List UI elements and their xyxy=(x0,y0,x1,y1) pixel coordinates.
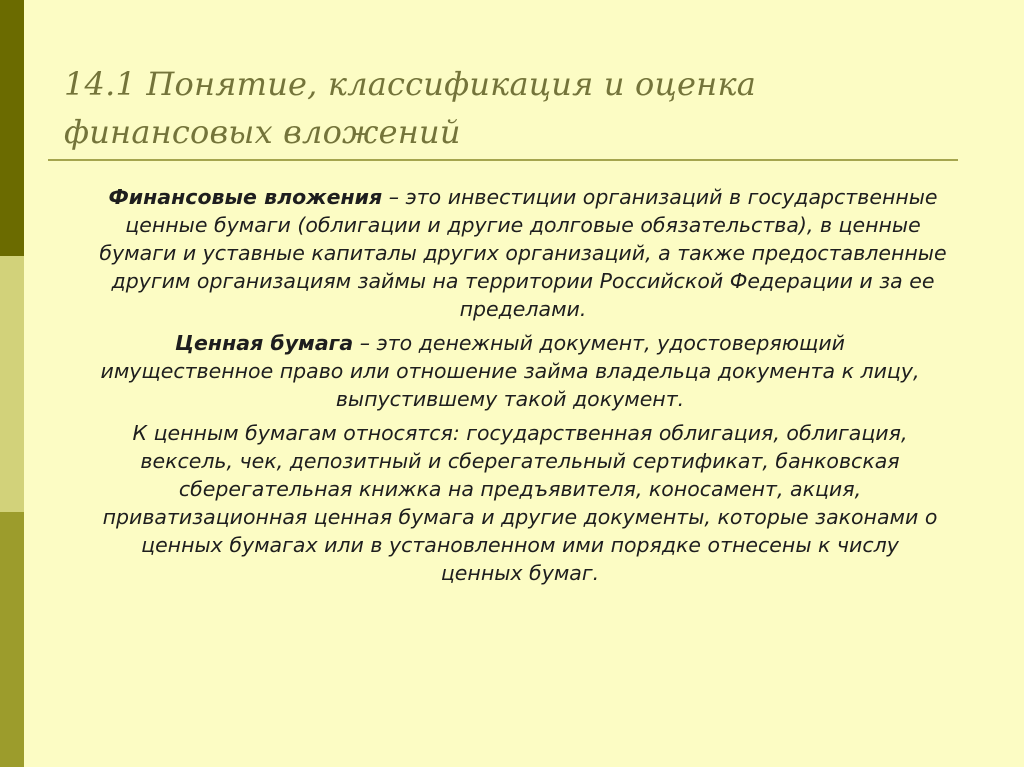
title-divider xyxy=(48,159,958,161)
definition-security: – это денежный документ, удостоверяющий имущественное право или отношение займа владельца документа к лицу, выпустившему такой документ. xyxy=(100,331,920,411)
term-financial-investments: Финансовые вложения xyxy=(108,185,383,209)
slide-title: 14.1 Понятие, классификация и оценка финансовых вложений xyxy=(64,65,757,151)
term-security: Ценная бумага xyxy=(175,331,354,355)
paragraph-securities-list xyxy=(90,419,960,587)
definition-financial-investments: – это инвестиции организаций в государственные ценные бумаги (облигации и другие долговые обязательства), в ценные бумаги и уставные капиталы других организаций, а также предоставленные другим организациям займы на территории Российской Федерации и за ее пределами. xyxy=(99,185,947,321)
sidebar-accent-top xyxy=(0,0,24,256)
paragraph-security xyxy=(90,329,960,413)
securities-list-text: К ценным бумагам относятся: государственная облигация, облигация, вексель, чек, депозитный и сберегательный сертификат, банковская сберегательная книжка на предъявителя, коносамент, акция, приватизационная ценная бумага и другие документы, которые законами о ценных бумагах или в установленном ими порядке отнесены к числу ценных бумаг. xyxy=(102,421,938,585)
sidebar-accent-bottom xyxy=(0,512,24,767)
sidebar-accent-middle xyxy=(0,256,24,512)
slide-body xyxy=(90,183,960,589)
paragraph-financial-investments xyxy=(90,183,960,323)
